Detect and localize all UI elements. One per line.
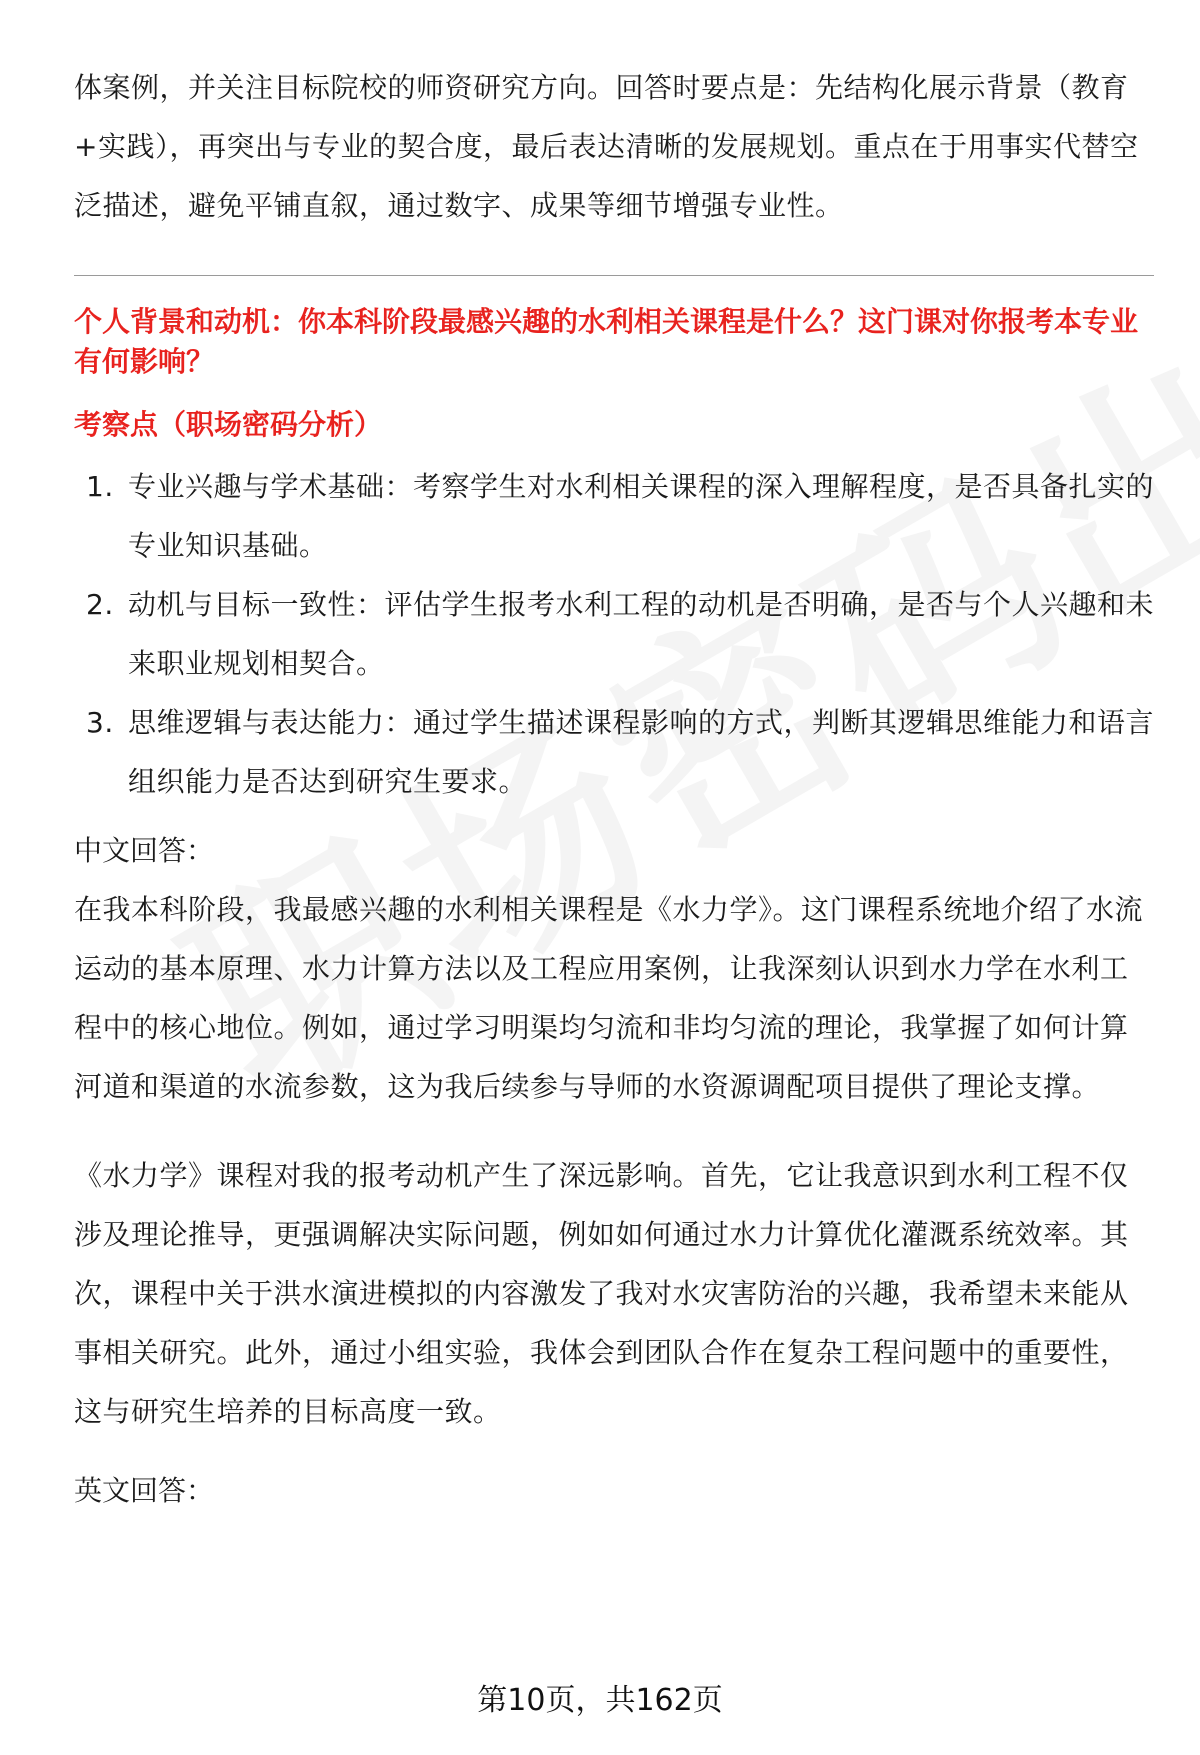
exam-points-heading: 考察点（职场密码分析） bbox=[74, 408, 383, 441]
chinese-answer-label: 中文回答： bbox=[74, 834, 215, 867]
page-content bbox=[74, 58, 1154, 1520]
list-item-text: 专业兴趣与学术基础：考察学生对水利相关课程的深入理解程度，是否具备扎实的专业知识基础。 bbox=[128, 470, 1155, 562]
list-item-text: 动机与目标一致性：评估学生报考水利工程的动机是否明确，是否与个人兴趣和未来职业规划相契合。 bbox=[128, 588, 1155, 680]
list-item-number: 2. bbox=[86, 588, 114, 621]
list-item-number: 1. bbox=[86, 470, 114, 503]
list-item-number: 3. bbox=[86, 706, 114, 739]
page-footer: 第10页，共162页 bbox=[477, 1683, 723, 1718]
english-answer-label: 英文回答： bbox=[74, 1474, 215, 1507]
question-heading: 个人背景和动机：你本科阶段最感兴趣的水利相关课程是什么？这门课对你报考本专业有何影响？ bbox=[74, 305, 1139, 378]
list-item-text: 思维逻辑与表达能力：通过学生描述课程影响的方式，判断其逻辑思维能力和语言组织能力是否达到研究生要求。 bbox=[128, 706, 1155, 798]
list-item bbox=[74, 457, 1154, 575]
exam-points-list bbox=[74, 457, 1154, 811]
intro-paragraph: 体案例，并关注目标院校的师资研究方向。回答时要点是：先结构化展示背景（教育+实践），再突出与专业的契合度，最后表达清晰的发展规划。重点在于用事实代替空泛描述，避免平铺直叙，通过数字、成果等细节增强专业性。 bbox=[74, 71, 1139, 222]
chinese-answer-paragraph: 《水力学》课程对我的报考动机产生了深远影响。首先，它让我意识到水利工程不仅涉及理论推导，更强调解决实际问题，例如如何通过水力计算优化灌溉系统效率。其次，课程中关于洪水演进模拟的内容激发了我对水灾害防治的兴趣，我希望未来能从事相关研究。此外，通过小组实验，我体会到团队合作在复杂工程问题中的重要性，这与研究生培养的目标高度一致。 bbox=[74, 1159, 1129, 1428]
chinese-answer-paragraph: 在我本科阶段，我最感兴趣的水利相关课程是《水力学》。这门课程系统地介绍了水流运动的基本原理、水力计算方法以及工程应用案例，让我深刻认识到水力学在水利工程中的核心地位。例如，通过学习明渠均匀流和非均匀流的理论，我掌握了如何计算河道和渠道的水流参数，这为我后续参与导师的水资源调配项目提供了理论支撑。 bbox=[74, 893, 1144, 1103]
section-divider bbox=[74, 275, 1154, 276]
list-item bbox=[74, 693, 1154, 811]
list-item bbox=[74, 575, 1154, 693]
